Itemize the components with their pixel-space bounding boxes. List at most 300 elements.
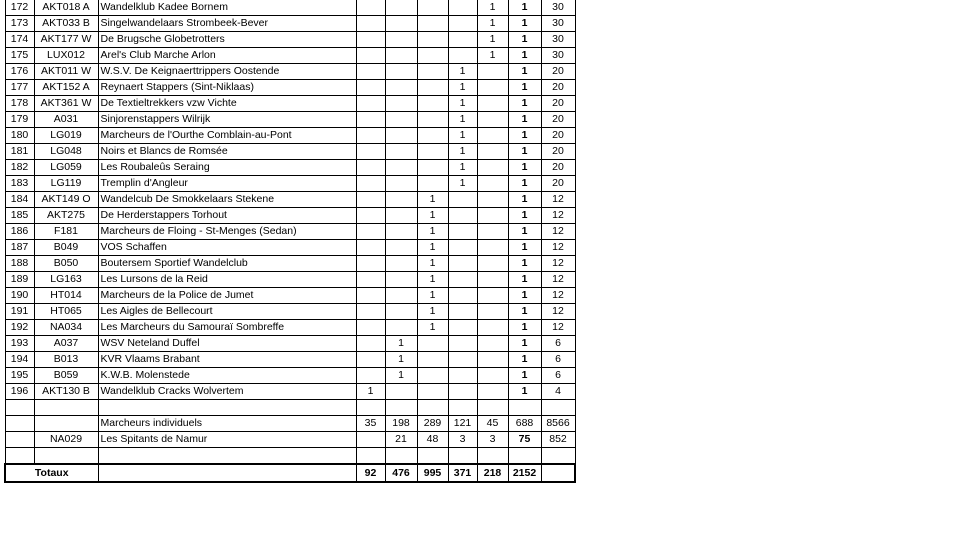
value-cell[interactable]: 688 [508, 416, 541, 432]
value-cell[interactable]: 1 [508, 144, 541, 160]
value-cell[interactable] [417, 384, 448, 400]
value-cell[interactable]: 20 [541, 176, 575, 192]
value-cell[interactable] [448, 272, 477, 288]
row-number-cell[interactable]: 191 [5, 304, 34, 320]
total-value-cell[interactable]: 2152 [508, 464, 541, 482]
row-number-cell[interactable]: 195 [5, 368, 34, 384]
value-cell[interactable] [417, 352, 448, 368]
value-cell[interactable] [356, 160, 385, 176]
value-cell[interactable] [356, 272, 385, 288]
value-cell[interactable]: 6 [541, 352, 575, 368]
row-number-cell[interactable]: 179 [5, 112, 34, 128]
value-cell[interactable] [385, 32, 417, 48]
total-value-cell[interactable]: 92 [356, 464, 385, 482]
value-cell[interactable]: 1 [508, 336, 541, 352]
club-name-cell[interactable]: Les Marcheurs du Samouraï Sombreffe [98, 320, 356, 336]
value-cell[interactable]: 852 [541, 432, 575, 448]
value-cell[interactable]: 198 [385, 416, 417, 432]
value-cell[interactable]: 20 [541, 128, 575, 144]
value-cell[interactable] [356, 304, 385, 320]
value-cell[interactable] [356, 112, 385, 128]
empty-cell[interactable] [385, 400, 417, 416]
value-cell[interactable]: 1 [508, 112, 541, 128]
row-number-cell[interactable]: 188 [5, 256, 34, 272]
value-cell[interactable]: 1 [508, 288, 541, 304]
value-cell[interactable]: 1 [477, 0, 508, 16]
value-cell[interactable]: 12 [541, 224, 575, 240]
value-cell[interactable]: 1 [477, 16, 508, 32]
value-cell[interactable]: 1 [508, 48, 541, 64]
row-number-cell[interactable]: 180 [5, 128, 34, 144]
club-code-cell[interactable]: F181 [34, 224, 98, 240]
empty-cell[interactable] [98, 400, 356, 416]
value-cell[interactable]: 1 [417, 240, 448, 256]
club-code-cell[interactable]: LUX012 [34, 48, 98, 64]
row-number-cell[interactable]: 187 [5, 240, 34, 256]
value-cell[interactable] [448, 32, 477, 48]
value-cell[interactable] [385, 176, 417, 192]
value-cell[interactable]: 1 [508, 352, 541, 368]
value-cell[interactable] [417, 144, 448, 160]
value-cell[interactable] [385, 64, 417, 80]
value-cell[interactable] [448, 352, 477, 368]
value-cell[interactable]: 1 [448, 144, 477, 160]
value-cell[interactable]: 20 [541, 96, 575, 112]
value-cell[interactable]: 1 [508, 128, 541, 144]
empty-cell[interactable] [34, 448, 98, 465]
value-cell[interactable]: 75 [508, 432, 541, 448]
club-code-cell[interactable]: AKT177 W [34, 32, 98, 48]
club-name-cell[interactable]: De Herderstappers Torhout [98, 208, 356, 224]
club-code-cell[interactable]: AKT011 W [34, 64, 98, 80]
empty-cell[interactable] [477, 448, 508, 465]
value-cell[interactable]: 1 [417, 192, 448, 208]
club-name-cell[interactable]: De Textieltrekkers vzw Vichte [98, 96, 356, 112]
value-cell[interactable] [477, 208, 508, 224]
value-cell[interactable]: 1 [508, 320, 541, 336]
value-cell[interactable] [356, 352, 385, 368]
value-cell[interactable]: 1 [508, 160, 541, 176]
value-cell[interactable]: 8566 [541, 416, 575, 432]
club-code-cell[interactable]: LG059 [34, 160, 98, 176]
value-cell[interactable] [385, 80, 417, 96]
club-name-cell[interactable]: Arel's Club Marche Arlon [98, 48, 356, 64]
club-name-cell[interactable]: Marcheurs de la Police de Jumet [98, 288, 356, 304]
value-cell[interactable] [448, 240, 477, 256]
value-cell[interactable]: 20 [541, 80, 575, 96]
empty-cell[interactable] [356, 400, 385, 416]
value-cell[interactable]: 20 [541, 64, 575, 80]
club-name-cell[interactable]: Noirs et Blancs de Romsée [98, 144, 356, 160]
value-cell[interactable] [417, 112, 448, 128]
total-value-cell[interactable]: 995 [417, 464, 448, 482]
value-cell[interactable] [385, 320, 417, 336]
value-cell[interactable] [385, 304, 417, 320]
value-cell[interactable]: 1 [448, 80, 477, 96]
club-code-cell[interactable]: LG119 [34, 176, 98, 192]
value-cell[interactable]: 1 [508, 80, 541, 96]
value-cell[interactable] [477, 304, 508, 320]
club-code-cell[interactable]: AKT361 W [34, 96, 98, 112]
value-cell[interactable]: 1 [508, 384, 541, 400]
value-cell[interactable] [417, 128, 448, 144]
club-code-cell[interactable]: A031 [34, 112, 98, 128]
value-cell[interactable]: 21 [385, 432, 417, 448]
value-cell[interactable] [477, 224, 508, 240]
value-cell[interactable] [417, 176, 448, 192]
total-value-cell[interactable]: 371 [448, 464, 477, 482]
value-cell[interactable] [417, 368, 448, 384]
value-cell[interactable] [385, 0, 417, 16]
value-cell[interactable] [385, 208, 417, 224]
value-cell[interactable] [417, 0, 448, 16]
club-name-cell[interactable]: Wandelcub De Smokkelaars Stekene [98, 192, 356, 208]
value-cell[interactable]: 12 [541, 272, 575, 288]
value-cell[interactable] [385, 160, 417, 176]
value-cell[interactable] [477, 368, 508, 384]
value-cell[interactable]: 1 [417, 320, 448, 336]
value-cell[interactable] [356, 128, 385, 144]
value-cell[interactable] [477, 80, 508, 96]
value-cell[interactable] [385, 48, 417, 64]
value-cell[interactable]: 1 [417, 272, 448, 288]
value-cell[interactable]: 1 [417, 288, 448, 304]
club-code-cell[interactable]: LG163 [34, 272, 98, 288]
row-number-cell[interactable]: 181 [5, 144, 34, 160]
empty-cell[interactable] [356, 448, 385, 465]
value-cell[interactable]: 30 [541, 16, 575, 32]
value-cell[interactable] [356, 48, 385, 64]
club-name-cell[interactable]: K.W.B. Molenstede [98, 368, 356, 384]
value-cell[interactable]: 1 [508, 240, 541, 256]
value-cell[interactable]: 20 [541, 160, 575, 176]
value-cell[interactable]: 12 [541, 192, 575, 208]
club-name-cell[interactable]: Marcheurs de Floing - St-Menges (Sedan) [98, 224, 356, 240]
value-cell[interactable]: 1 [508, 176, 541, 192]
value-cell[interactable]: 1 [448, 160, 477, 176]
table-row [5, 64, 575, 80]
value-cell[interactable] [356, 16, 385, 32]
value-cell[interactable]: 1 [508, 224, 541, 240]
value-cell[interactable] [356, 256, 385, 272]
value-cell[interactable]: 12 [541, 288, 575, 304]
row-number-cell[interactable]: 173 [5, 16, 34, 32]
club-code-cell[interactable]: B059 [34, 368, 98, 384]
value-cell[interactable] [385, 192, 417, 208]
value-cell[interactable] [448, 336, 477, 352]
row-number-cell[interactable]: 176 [5, 64, 34, 80]
club-name-cell[interactable]: Wandelklub Kadee Bornem [98, 0, 356, 16]
club-code-cell[interactable]: AKT275 [34, 208, 98, 224]
club-code-cell[interactable]: LG048 [34, 144, 98, 160]
empty-cell[interactable] [508, 400, 541, 416]
value-cell[interactable] [448, 368, 477, 384]
value-cell[interactable] [356, 208, 385, 224]
value-cell[interactable] [448, 0, 477, 16]
club-name-cell[interactable]: Singelwandelaars Strombeek-Bever [98, 16, 356, 32]
club-code-cell[interactable]: AKT130 B [34, 384, 98, 400]
value-cell[interactable]: 1 [385, 368, 417, 384]
value-cell[interactable]: 1 [448, 128, 477, 144]
empty-cell[interactable] [417, 448, 448, 465]
value-cell[interactable]: 1 [508, 208, 541, 224]
value-cell[interactable]: 3 [448, 432, 477, 448]
row-number-cell[interactable]: 184 [5, 192, 34, 208]
empty-cell[interactable] [477, 400, 508, 416]
empty-cell[interactable] [34, 416, 98, 432]
club-code-cell[interactable]: NA029 [34, 432, 98, 448]
value-cell[interactable] [356, 0, 385, 16]
value-cell[interactable]: 1 [508, 32, 541, 48]
club-name-cell[interactable]: Sinjorenstappers Wilrijk [98, 112, 356, 128]
row-number-cell[interactable]: 175 [5, 48, 34, 64]
value-cell[interactable]: 12 [541, 304, 575, 320]
value-cell[interactable] [385, 288, 417, 304]
value-cell[interactable] [477, 128, 508, 144]
club-code-cell[interactable]: AKT033 B [34, 16, 98, 32]
value-cell[interactable]: 1 [508, 0, 541, 16]
club-code-cell[interactable]: NA034 [34, 320, 98, 336]
empty-cell[interactable] [448, 448, 477, 465]
value-cell[interactable] [356, 288, 385, 304]
value-cell[interactable] [448, 384, 477, 400]
value-cell[interactable] [448, 288, 477, 304]
empty-cell[interactable] [385, 448, 417, 465]
club-name-cell[interactable]: Les Lursons de la Reid [98, 272, 356, 288]
club-code-cell[interactable]: A037 [34, 336, 98, 352]
value-cell[interactable]: 1 [385, 352, 417, 368]
value-cell[interactable]: 121 [448, 416, 477, 432]
value-cell[interactable] [417, 336, 448, 352]
club-name-cell[interactable]: Les Spitants de Namur [98, 432, 356, 448]
value-cell[interactable] [385, 384, 417, 400]
value-cell[interactable] [477, 96, 508, 112]
value-cell[interactable] [448, 224, 477, 240]
empty-cell[interactable] [34, 400, 98, 416]
value-cell[interactable] [448, 256, 477, 272]
value-cell[interactable] [477, 320, 508, 336]
value-cell[interactable]: 1 [508, 272, 541, 288]
empty-cell[interactable] [98, 464, 356, 482]
value-cell[interactable]: 20 [541, 144, 575, 160]
value-cell[interactable]: 1 [448, 64, 477, 80]
club-name-cell[interactable]: W.S.V. De Keignaerttrippers Oostende [98, 64, 356, 80]
value-cell[interactable] [448, 48, 477, 64]
club-code-cell[interactable]: HT014 [34, 288, 98, 304]
club-code-cell[interactable]: AKT018 A [34, 0, 98, 16]
value-cell[interactable] [356, 240, 385, 256]
value-cell[interactable] [356, 96, 385, 112]
value-cell[interactable]: 1 [448, 96, 477, 112]
value-cell[interactable]: 1 [508, 304, 541, 320]
empty-cell[interactable] [541, 448, 575, 465]
value-cell[interactable]: 12 [541, 320, 575, 336]
empty-cell[interactable] [98, 448, 356, 465]
value-cell[interactable]: 6 [541, 368, 575, 384]
value-cell[interactable]: 1 [508, 96, 541, 112]
value-cell[interactable] [356, 320, 385, 336]
club-name-cell[interactable]: Tremplin d'Angleur [98, 176, 356, 192]
row-number-cell[interactable]: 177 [5, 80, 34, 96]
value-cell[interactable]: 30 [541, 0, 575, 16]
total-value-cell[interactable] [541, 464, 575, 482]
value-cell[interactable]: 12 [541, 208, 575, 224]
value-cell[interactable]: 3 [477, 432, 508, 448]
value-cell[interactable] [385, 256, 417, 272]
value-cell[interactable]: 1 [417, 304, 448, 320]
value-cell[interactable]: 12 [541, 240, 575, 256]
value-cell[interactable] [417, 48, 448, 64]
value-cell[interactable] [448, 320, 477, 336]
value-cell[interactable] [385, 144, 417, 160]
value-cell[interactable]: 48 [417, 432, 448, 448]
row-number-cell[interactable]: 186 [5, 224, 34, 240]
individuals-label[interactable]: Marcheurs individuels [98, 416, 356, 432]
club-code-cell[interactable]: AKT152 A [34, 80, 98, 96]
value-cell[interactable]: 6 [541, 336, 575, 352]
value-cell[interactable] [477, 256, 508, 272]
club-name-cell[interactable]: Les Aigles de Bellecourt [98, 304, 356, 320]
value-cell[interactable] [477, 160, 508, 176]
value-cell[interactable] [356, 32, 385, 48]
value-cell[interactable] [385, 112, 417, 128]
value-cell[interactable] [477, 272, 508, 288]
value-cell[interactable]: 1 [508, 368, 541, 384]
empty-cell[interactable] [541, 400, 575, 416]
club-code-cell[interactable]: B050 [34, 256, 98, 272]
value-cell[interactable]: 1 [508, 64, 541, 80]
value-cell[interactable]: 1 [417, 208, 448, 224]
value-cell[interactable]: 1 [508, 256, 541, 272]
club-name-cell[interactable]: WSV Neteland Duffel [98, 336, 356, 352]
value-cell[interactable]: 1 [385, 336, 417, 352]
value-cell[interactable] [417, 16, 448, 32]
row-number-cell[interactable]: 196 [5, 384, 34, 400]
value-cell[interactable] [448, 208, 477, 224]
value-cell[interactable] [385, 128, 417, 144]
value-cell[interactable] [356, 144, 385, 160]
club-code-cell[interactable]: AKT149 O [34, 192, 98, 208]
totals-label[interactable]: Totaux [5, 464, 98, 482]
value-cell[interactable]: 30 [541, 48, 575, 64]
club-name-cell[interactable]: Wandelklub Cracks Wolvertem [98, 384, 356, 400]
value-cell[interactable]: 12 [541, 256, 575, 272]
value-cell[interactable] [477, 384, 508, 400]
row-number-cell[interactable]: 192 [5, 320, 34, 336]
value-cell[interactable] [356, 368, 385, 384]
empty-cell[interactable] [5, 416, 34, 432]
row-number-cell[interactable]: 193 [5, 336, 34, 352]
value-cell[interactable] [477, 240, 508, 256]
row-number-cell[interactable]: 194 [5, 352, 34, 368]
value-cell[interactable]: 1 [477, 48, 508, 64]
value-cell[interactable] [417, 96, 448, 112]
value-cell[interactable] [356, 176, 385, 192]
total-value-cell[interactable]: 476 [385, 464, 417, 482]
value-cell[interactable]: 20 [541, 112, 575, 128]
club-name-cell[interactable]: Les Roubaleûs Seraing [98, 160, 356, 176]
value-cell[interactable] [417, 160, 448, 176]
value-cell[interactable]: 30 [541, 32, 575, 48]
value-cell[interactable] [356, 192, 385, 208]
value-cell[interactable]: 1 [508, 16, 541, 32]
row-number-cell[interactable]: 189 [5, 272, 34, 288]
value-cell[interactable]: 45 [477, 416, 508, 432]
value-cell[interactable]: 4 [541, 384, 575, 400]
row-number-cell[interactable]: 183 [5, 176, 34, 192]
row-number-cell[interactable]: 172 [5, 0, 34, 16]
value-cell[interactable] [356, 224, 385, 240]
value-cell[interactable] [448, 16, 477, 32]
value-cell[interactable] [477, 192, 508, 208]
empty-cell[interactable] [508, 448, 541, 465]
value-cell[interactable]: 1 [477, 32, 508, 48]
value-cell[interactable]: 35 [356, 416, 385, 432]
club-name-cell[interactable]: Marcheurs de l'Ourthe Comblain-au-Pont [98, 128, 356, 144]
value-cell[interactable] [477, 336, 508, 352]
value-cell[interactable]: 1 [417, 256, 448, 272]
value-cell[interactable] [477, 112, 508, 128]
row-number-cell[interactable]: 178 [5, 96, 34, 112]
value-cell[interactable] [356, 80, 385, 96]
value-cell[interactable] [417, 64, 448, 80]
club-code-cell[interactable]: LG019 [34, 128, 98, 144]
value-cell[interactable] [356, 336, 385, 352]
value-cell[interactable] [356, 64, 385, 80]
value-cell[interactable] [448, 192, 477, 208]
value-cell[interactable]: 1 [448, 176, 477, 192]
value-cell[interactable]: 1 [356, 384, 385, 400]
empty-cell[interactable] [5, 432, 34, 448]
value-cell[interactable]: 1 [508, 192, 541, 208]
club-code-cell[interactable]: B049 [34, 240, 98, 256]
empty-cell[interactable] [5, 448, 34, 465]
value-cell[interactable] [385, 272, 417, 288]
club-code-cell[interactable]: HT065 [34, 304, 98, 320]
empty-cell[interactable] [417, 400, 448, 416]
club-name-cell[interactable]: De Brugsche Globetrotters [98, 32, 356, 48]
value-cell[interactable] [385, 224, 417, 240]
empty-cell[interactable] [5, 400, 34, 416]
value-cell[interactable] [417, 80, 448, 96]
value-cell[interactable]: 1 [417, 224, 448, 240]
value-cell[interactable]: 1 [448, 112, 477, 128]
value-cell[interactable] [385, 16, 417, 32]
club-code-cell[interactable]: B013 [34, 352, 98, 368]
row-number-cell[interactable]: 182 [5, 160, 34, 176]
row-number-cell[interactable]: 185 [5, 208, 34, 224]
club-name-cell[interactable]: Reynaert Stappers (Sint-Niklaas) [98, 80, 356, 96]
value-cell[interactable] [477, 64, 508, 80]
value-cell[interactable] [477, 144, 508, 160]
value-cell[interactable] [477, 352, 508, 368]
value-cell[interactable]: 289 [417, 416, 448, 432]
value-cell[interactable] [356, 432, 385, 448]
empty-cell[interactable] [448, 400, 477, 416]
value-cell[interactable] [385, 240, 417, 256]
value-cell[interactable] [385, 96, 417, 112]
club-name-cell[interactable]: KVR Vlaams Brabant [98, 352, 356, 368]
row-number-cell[interactable]: 190 [5, 288, 34, 304]
value-cell[interactable] [448, 304, 477, 320]
value-cell[interactable] [477, 288, 508, 304]
club-name-cell[interactable]: VOS Schaffen [98, 240, 356, 256]
value-cell[interactable] [417, 32, 448, 48]
club-name-cell[interactable]: Boutersem Sportief Wandelclub [98, 256, 356, 272]
total-value-cell[interactable]: 218 [477, 464, 508, 482]
value-cell[interactable] [477, 176, 508, 192]
row-number-cell[interactable]: 174 [5, 32, 34, 48]
